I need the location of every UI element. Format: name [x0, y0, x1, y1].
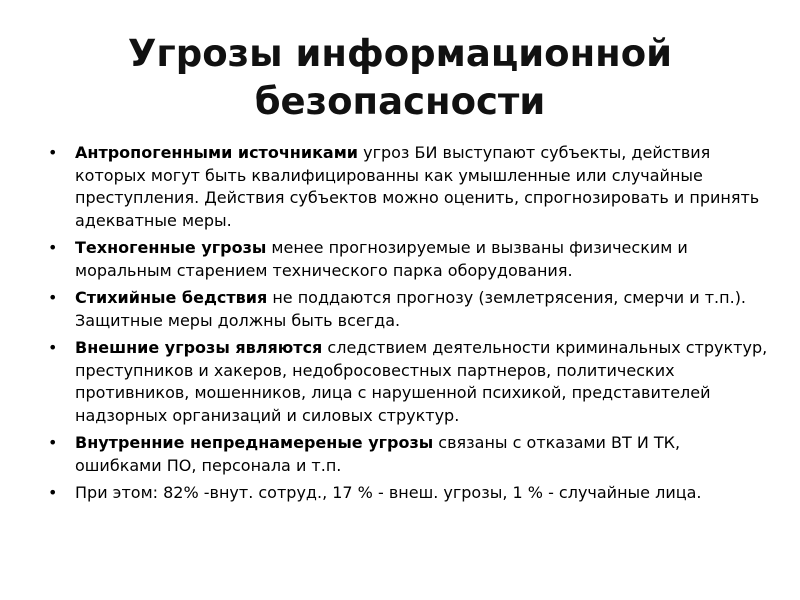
slide-title-line-2: безопасности	[254, 80, 546, 123]
bullet-term: Стихийные бедствия	[75, 288, 268, 307]
bullet-term: Внешние угрозы являются	[75, 338, 323, 357]
bullet-text: При этом: 82% -внут. сотруд., 17 % - внеш. угрозы, 1 % - случайные лица.	[75, 483, 702, 502]
bullet-text: угроз БИ выступают субъекты, действия которых могут быть квалифицированны как умышленные или случайные преступления. Действия субъектов можно оценить, спрогнозировать и принять адекватные меры.	[75, 143, 760, 230]
bullet-term: Антропогенными источниками	[75, 143, 359, 162]
bullet-term: Внутренние непреднамереные угрозы	[75, 433, 434, 452]
bullet-dot-icon: •	[48, 483, 58, 502]
bullet-dot-icon: •	[48, 288, 58, 307]
bullet-term: Техногенные угрозы	[75, 238, 267, 257]
bullet-text: связаны с отказами ВТ И ТК, ошибками ПО, персонала и т.п.	[75, 433, 681, 475]
slide-title-line-1: Угрозы информационной	[127, 32, 673, 75]
bullet-item-natural-disasters	[48, 287, 768, 332]
bullet-list	[48, 142, 768, 510]
bullet-text: следствием деятельности криминальных структур, преступников и хакеров, недобросовестных партнеров, политических противников, мошенников, лица с нарушенной психикой, представителей надзорных организаций и силовых структур.	[75, 338, 768, 425]
bullet-text: менее прогнозируемые и вызваны физическим и моральным старением технического парка оборудования.	[75, 238, 688, 280]
bullet-dot-icon: •	[48, 433, 58, 452]
slide-title	[60, 30, 740, 126]
bullet-dot-icon: •	[48, 338, 58, 357]
bullet-text: не поддаются прогнозу (землетрясения, смерчи и т.п.). Защитные меры должны быть всегда.	[75, 288, 747, 330]
bullet-item-internal-threats	[48, 432, 768, 477]
bullet-dot-icon: •	[48, 238, 58, 257]
bullet-item-anthropogenic	[48, 142, 768, 232]
bullet-dot-icon: •	[48, 143, 58, 162]
bullet-item-external-threats	[48, 337, 768, 427]
bullet-item-technogenic	[48, 237, 768, 282]
bullet-item-statistics	[48, 482, 768, 505]
